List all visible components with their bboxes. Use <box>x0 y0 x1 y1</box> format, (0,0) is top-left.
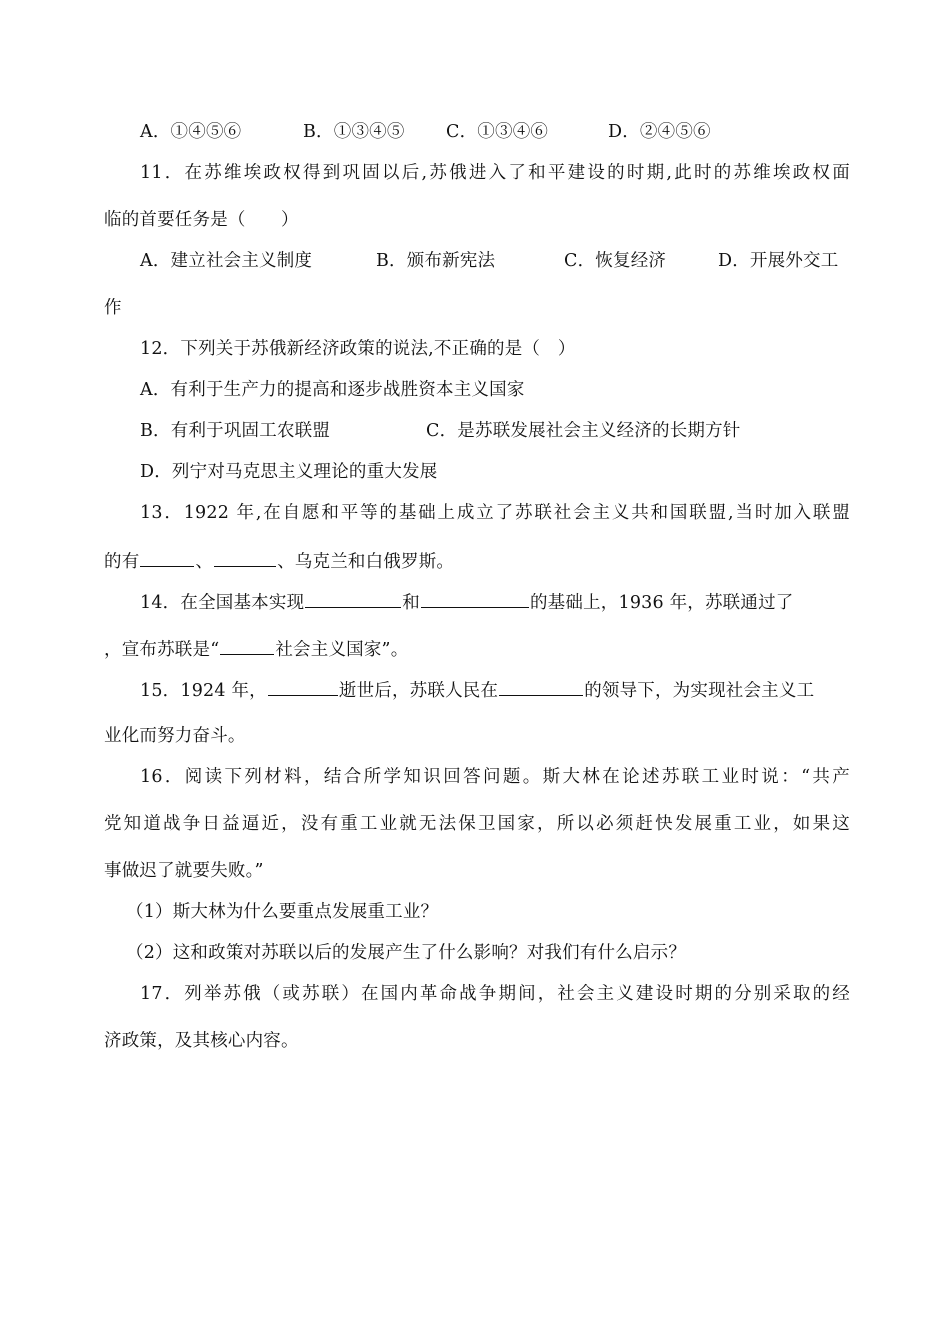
q11-option-b: B．颁布新宪法 <box>376 251 496 271</box>
q10-option-a: A．①④⑤⑥ <box>140 122 242 142</box>
q15-stem-line1 <box>140 677 850 703</box>
q11-option-c: C．恢复经济 <box>564 251 667 271</box>
q14-blank-2 <box>421 589 529 608</box>
q13-text-pre: 的有 <box>104 552 140 572</box>
q11-stem-line1: 11．在苏维埃政权得到巩固以后,苏俄进入了和平建设的时期,此时的苏维埃政权面 <box>140 163 850 183</box>
q16-subquestion-1: （1）斯大林为什么要重点发展重工业？ <box>126 902 439 922</box>
q14-line2-pre: ，宣布苏联是“ <box>104 640 220 660</box>
q11-stem-line2: 临的首要任务是（ ） <box>104 210 299 230</box>
q14-stem-line1 <box>140 589 850 615</box>
q17-stem-line1: 17．列举苏俄（或苏联）在国内革命战争期间，社会主义建设时期的分别采取的经 <box>140 984 850 1004</box>
q14-blank-3 <box>220 636 274 655</box>
q17-stem-line2: 济政策，及其核心内容。 <box>104 1031 299 1051</box>
q15-blank-1 <box>268 677 338 696</box>
q15-text-mid: 逝世后，苏联人民在 <box>338 681 499 701</box>
q12-option-a: A．有利于生产力的提高和逐步战胜资本主义国家 <box>140 380 525 400</box>
q10-option-d: D．②④⑤⑥ <box>608 122 711 142</box>
q13-stem-line2 <box>104 548 850 574</box>
q11-option-d-wrap: 作 <box>104 298 122 318</box>
q12-option-d: D．列宁对马克思主义理论的重大发展 <box>140 462 438 482</box>
q10-option-b: B．①③④⑤ <box>303 122 405 142</box>
q11-option-a: A．建立社会主义制度 <box>140 251 313 271</box>
q13-text-post: 、乌克兰和白俄罗斯。 <box>277 552 455 572</box>
q13-blank-2 <box>214 548 276 567</box>
q15-blank-2 <box>499 677 583 696</box>
q14-blank-1 <box>305 589 401 608</box>
q12-option-b: B．有利于巩固工农联盟 <box>140 421 331 441</box>
q10-option-c: C．①③④⑥ <box>446 122 549 142</box>
q15-text-post: 的领导下，为实现社会主义工 <box>584 681 815 701</box>
q13-blank-1 <box>140 548 194 567</box>
q14-text-post: 的基础上，1936 年，苏联通过了 <box>529 593 794 613</box>
q14-text-pre: 14．在全国基本实现 <box>140 593 305 613</box>
q15-text-pre: 15．1924 年， <box>140 681 267 701</box>
q13-text-sep: 、 <box>195 552 214 572</box>
q12-stem: 12．下列关于苏俄新经济政策的说法,不正确的是（ ） <box>140 339 576 359</box>
q13-stem-line1: 13．1922 年,在自愿和平等的基础上成立了苏联社会主义共和国联盟,当时加入联盟 <box>140 503 850 523</box>
q11-option-d: D．开展外交工 <box>718 251 839 271</box>
q14-line2-post: 社会主义国家”。 <box>275 640 409 660</box>
q16-stem-line2: 党知道战争日益逼近，没有重工业就无法保卫国家，所以必须赶快发展重工业，如果这 <box>104 814 850 834</box>
q16-subquestion-2: （2）这和政策对苏联以后的发展产生了什么影响？对我们有什么启示？ <box>126 943 687 963</box>
q14-text-mid: 和 <box>402 593 420 613</box>
q16-stem-line1: 16．阅读下列材料，结合所学知识回答问题。斯大林在论述苏联工业时说：“共产 <box>140 767 850 787</box>
q14-stem-line2 <box>104 636 850 662</box>
q12-option-c: C．是苏联发展社会主义经济的长期方针 <box>426 421 741 441</box>
q15-stem-line2: 业化而努力奋斗。 <box>104 726 246 746</box>
q16-stem-line3: 事做迟了就要失败。” <box>104 861 264 881</box>
